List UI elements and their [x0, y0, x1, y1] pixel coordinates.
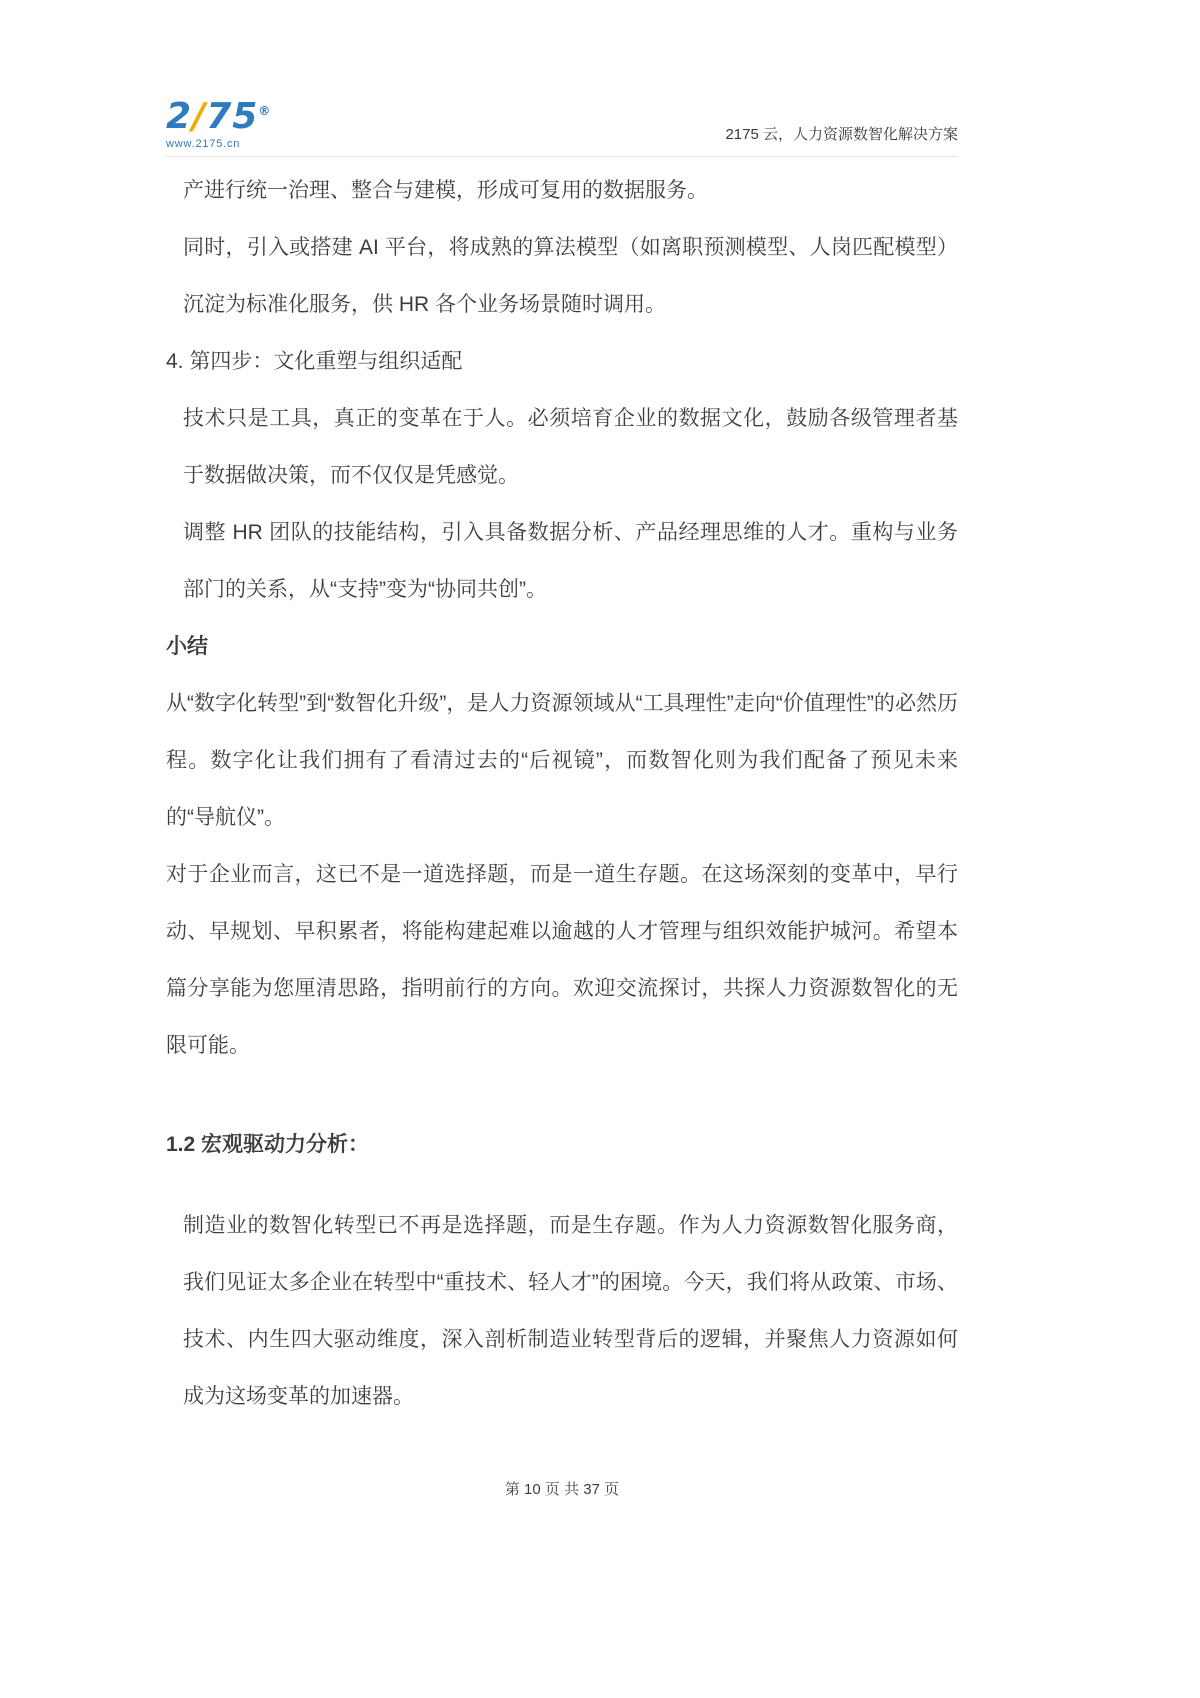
logo-slash-1: /: [192, 96, 207, 137]
heading-summary: 小结: [166, 635, 208, 658]
document-header-title: 2175 云，人力资源数智化解决方案: [725, 126, 958, 143]
heading-section-1-2: 1.2 宏观驱动力分析：: [166, 1133, 370, 1156]
logo-digits-75: 75: [206, 96, 259, 137]
paragraph-culture: 技术只是工具，真正的变革在于人。必须培育企业的数据文化，鼓励各级管理者基于数据做决策，而不仅仅是凭感觉。: [183, 407, 958, 487]
page-header: [166, 88, 958, 150]
document-body: [166, 162, 958, 1425]
paragraph-summary-2: 对于企业而言，这已不是一道选择题，而是一道生存题。在这场深刻的变革中，早行动、早规划、早积累者，将能构建起难以逾越的人才管理与组织效能护城河。希望本篇分享能为您厘清思路，指明前行的方向。欢迎交流探讨，共探人力资源数智化的无限可能。: [166, 863, 958, 1057]
registered-trademark-icon: ®: [258, 104, 272, 118]
company-logo: [166, 96, 272, 150]
list-item-step-4: 4. 第四步：文化重塑与组织适配: [166, 350, 463, 373]
logo-wordmark: [166, 96, 272, 137]
paragraph-summary-1: 从“数字化转型”到“数智化升级”，是人力资源领域从“工具理性”走向“价值理性”的必然历程。数字化让我们拥有了看清过去的“后视镜”，而数智化则为我们配备了预见未来的“导航仪”。: [166, 692, 958, 829]
paragraph-ai-platform: 同时，引入或搭建 AI 平台，将成熟的算法模型（如离职预测模型、人岗匹配模型）沉淀为标准化服务，供 HR 各个业务场景随时调用。: [183, 236, 958, 316]
paragraph-manufacturing: 制造业的数智化转型已不再是选择题，而是生存题。作为人力资源数智化服务商，我们见证太多企业在转型中“重技术、轻人才”的困境。今天，我们将从政策、市场、技术、内生四大驱动维度，深入剖析制造业转型背后的逻辑，并聚焦人力资源如何成为这场变革的加速器。: [183, 1214, 958, 1408]
page-number: 第 10 页 共 37 页: [504, 1481, 620, 1498]
paragraph-continuation: 产进行统一治理、整合与建模，形成可复用的数据服务。: [183, 179, 708, 202]
header-divider: [166, 156, 958, 157]
logo-website-url: www.2175.cn: [166, 138, 241, 150]
logo-digit-2: 2: [166, 96, 193, 137]
paragraph-hr-team: 调整 HR 团队的技能结构，引入具备数据分析、产品经理思维的人才。重构与业务部门的关系，从“支持”变为“协同共创”。: [183, 521, 958, 601]
page-footer: [166, 1478, 958, 1499]
